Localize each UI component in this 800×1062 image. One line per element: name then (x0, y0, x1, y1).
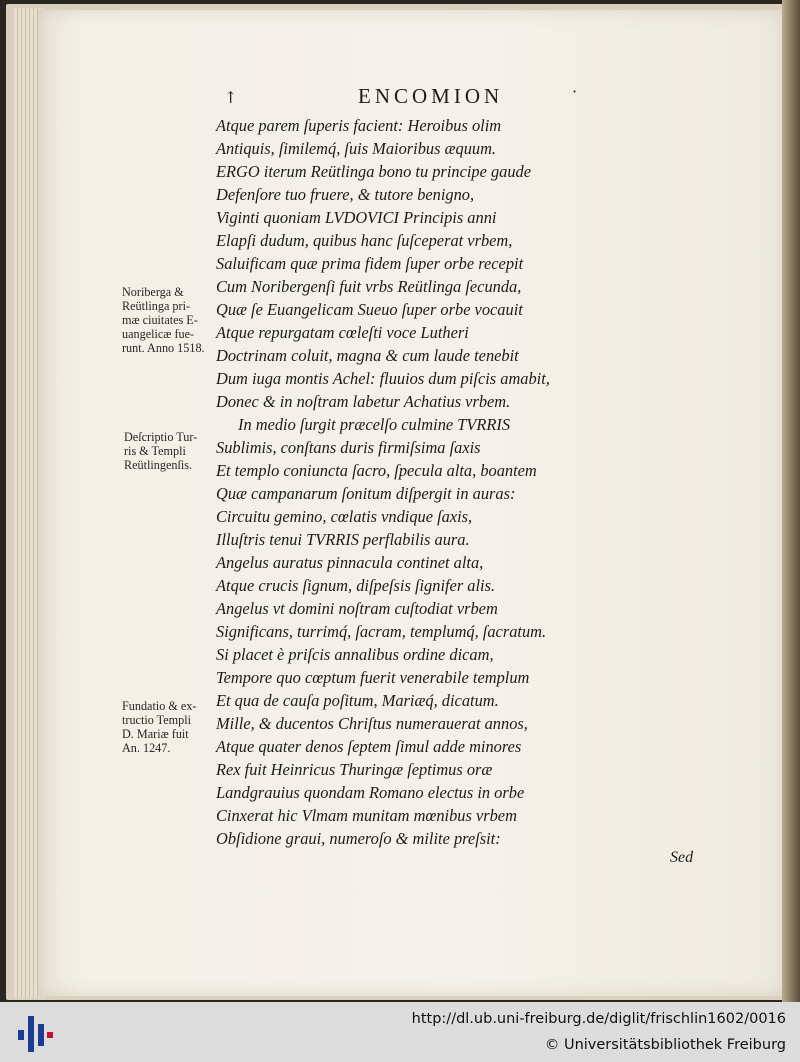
verse-line: Donec & in noſtram labetur Achatius vrbem. (216, 392, 511, 411)
verse-line: Quæ ſe Euangelicam Sueuo ſuper orbe vocauit (216, 300, 523, 319)
verse-line: Obſidione graui, numeroſo & milite preſsit: (216, 829, 501, 848)
permalink-url[interactable]: http://dl.ub.uni-freiburg.de/diglit/frischlin1602/0016 (411, 1011, 786, 1027)
verse-line: Doctrinam coluit, magna & cum laude tenebit (216, 346, 519, 365)
margin-note-line: ris & Templi (124, 444, 186, 458)
margin-note-line: tructio Templi (122, 713, 191, 727)
verse-line: Defenſore tuo fruere, & tutore benigno, (216, 185, 475, 204)
verse-line: Et qua de cauſa poſitum, Mariæq́, dicatum. (216, 691, 499, 710)
header-mark: ↑ (224, 88, 238, 107)
verse-line: Quæ campanarum ſonitum diſpergit in auras: (216, 484, 516, 503)
verse-line: Dum iuga montis Achel: fluuios dum piſcis amabit, (216, 369, 550, 388)
viewer-footer (0, 1002, 800, 1062)
verse-line: Landgrauius quondam Romano electus in orbe (216, 783, 525, 802)
verse-line: Atque quater denos ſeptem ſimul adde minores (216, 737, 522, 756)
copyright-notice: © Universitätsbibliothek Freiburg (544, 1037, 786, 1053)
margin-note-line: uangelicæ fue- (122, 327, 195, 341)
verse-line: Sublimis, conſtans duris firmiſsima ſaxis (216, 438, 481, 457)
catchword: Sed (670, 849, 694, 866)
margin-note-fundatio (122, 699, 196, 755)
margin-note-line: mæ ciuitates E- (122, 313, 198, 327)
verse-line: Angelus auratus pinnacula continet alta, (216, 553, 484, 572)
verse-line: Circuitu gemino, cœlatis vndique ſaxis, (216, 507, 473, 526)
verse-line: Rex fuit Heinricus Thuringæ ſeptimus oræ (216, 760, 493, 779)
margin-note-line: An. 1247. (122, 741, 171, 755)
page-title: ENCOMION (358, 84, 504, 108)
margin-note-line: Noriberga & (122, 285, 184, 299)
verse-line: In medio ſurgit præcelſo culmine TVRRIS (238, 415, 511, 434)
verse-line: ERGO iterum Reütlinga bono tu principe gaude (216, 162, 532, 181)
verse-line: Si placet è priſcis annalibus ordine dicam, (216, 645, 494, 664)
ub-freiburg-logo-icon (14, 1012, 54, 1056)
margin-note-descriptio (124, 430, 197, 472)
margin-note-line: Fundatio & ex- (122, 699, 197, 713)
verse-line: Illuſtris tenui TVRRIS perflabilis aura. (216, 530, 470, 549)
verse-line: Atque crucis ſignum, diſpeſsis ſignifer alis. (216, 576, 496, 595)
verse-line: Mille, & ducentos Chriſtus numerauerat annos, (216, 714, 528, 733)
verse-line: Tempore quo cœptum fuerit venerabile templum (216, 668, 530, 687)
margin-note-line: runt. Anno 1518. (122, 341, 205, 355)
verse-line: Atque repurgatam cœleſti voce Lutheri (216, 323, 469, 342)
margin-note-noriberga (122, 285, 205, 355)
verse-line: Significans, turrimq́, ſacram, templumq́, ſacratum. (216, 622, 547, 641)
verse-line: Saluificam quæ prima fidem ſuper orbe recepit (216, 254, 524, 273)
running-header (220, 84, 600, 114)
verse-line: Antiquis, ſimilemq́, ſuis Maioribus æquum. (216, 139, 497, 158)
verse-line: Cum Noribergenſi fuit vrbs Reütlinga ſecunda, (216, 277, 522, 296)
verse-line: Cinxerat hic Vlmam munitam mœnibus vrbem (216, 806, 517, 825)
verse-block (216, 114, 646, 850)
margin-note-line: Deſcriptio Tur- (124, 430, 198, 444)
verse-line: Atque parem ſuperis facient: Heroibus olim (216, 116, 502, 135)
margin-note-line: Reütlingenſis. (124, 458, 193, 472)
verse-line: Viginti quoniam LVDOVICI Principis anni (216, 208, 497, 227)
margin-note-line: D. Mariæ fuit (122, 727, 189, 741)
verse-line: Et templo coniuncta ſacro, ſpecula alta, boantem (216, 461, 537, 480)
binding-edge (782, 0, 800, 1002)
verse-line: Angelus vt domini noſtram cuſtodiat vrbem (216, 599, 498, 618)
verse-line: Elapſi dudum, quibus hanc ſuſceperat vrbem, (216, 231, 513, 250)
margin-note-line: Reütlinga pri- (122, 299, 191, 313)
header-dot: · (572, 82, 578, 101)
